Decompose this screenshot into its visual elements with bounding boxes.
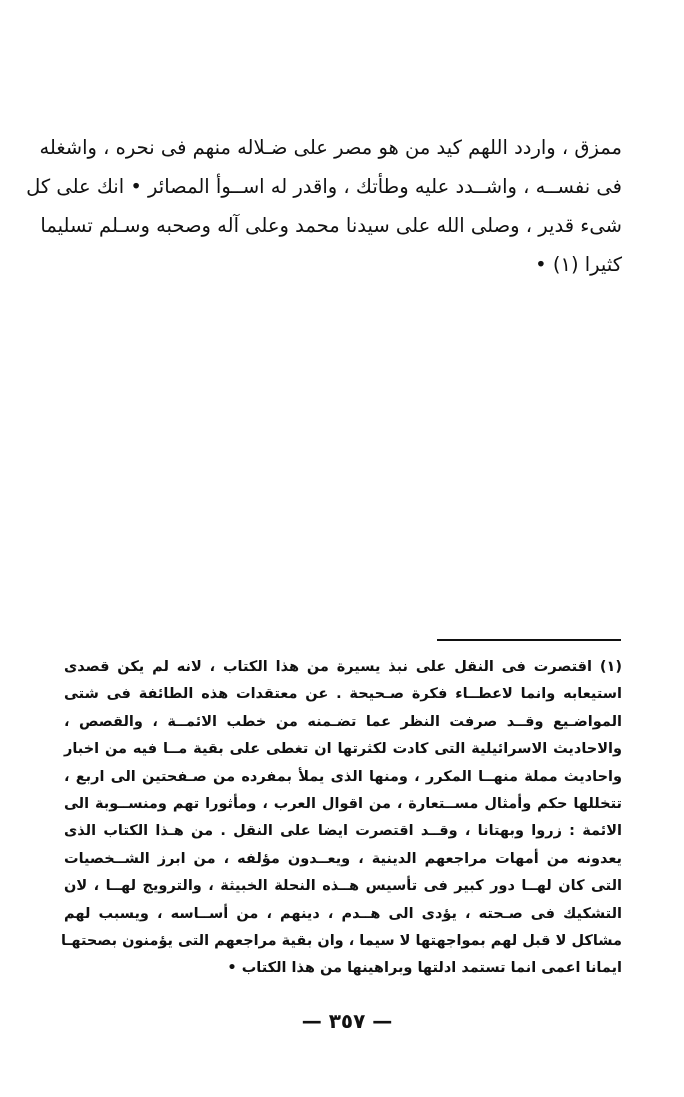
footnote-line: استيعابه وانما لاعطــاء فكرة صـحيحة . عن معتقدات هذه الطائفة فى شتى — [64, 686, 622, 703]
body-line: فى نفســه ، واشــدد عليه وطأتك ، واقدر له اســوأ المصائر • انك على كل — [26, 175, 622, 198]
footnote-line: الائمة : زروا وبهتانا ، وقــد اقتصرت ايضا على النقل . من هـذا الكتاب الذى — [64, 823, 622, 840]
footnote-line: مشاكل لا قبل لهم بمواجهتها لا سيما ، وان بقية مراجعهم التى يؤمنون بصحتهـا — [60, 933, 622, 950]
footnote-line: التشكيك فى صـحته ، يؤدى الى هــدم ، دينهم ، من أســاسه ، ويسبب لهم — [64, 905, 622, 922]
main-text-block — [26, 128, 622, 284]
footnote-line: (١) اقتصرت فى النقل على نبذ يسيرة من هذا الكتاب ، لانه لم يكن قصدى — [64, 659, 622, 675]
body-line: ممزق ، واردد اللهم كيد من هو مصر على ضـلاله منهم فى نحره ، واشغله — [39, 136, 622, 159]
page-number: — ٣٥٧ — — [301, 1009, 393, 1033]
footnote-separator — [437, 639, 621, 641]
footnote-line: تتخللها حكم وأمثال مســتعارة ، من اقوال العرب ، ومأثورا تهم ومنســوبة الى — [64, 796, 622, 813]
body-line: كثيرا (١) • — [535, 253, 622, 276]
footnote-line: التى كان لهــا دور كبير فى تأسيس هــذه النحلة الخبيثة ، والترويج لهــا ، لان — [64, 878, 622, 895]
footnote-line: والاحاديث الاسرائيلية التى كادت لكثرتها ان تغطى على بقية مــا فيه من اخبار — [64, 741, 622, 758]
footnote-block — [60, 654, 622, 983]
footnote-line: واحاديث مملة منهــا المكرر ، ومنها الذى يملأ بمفرده من صـفحتين الى اربع ، — [64, 768, 622, 785]
body-line: شىء قدير ، وصلى الله على سيدنا محمد وعلى آله وصحبه وسـلم تسليما — [40, 214, 622, 237]
footnote-line: يعدونه من أمهات مراجعهم الدينية ، ويعــدون مؤلفه ، من ابرز الشــخصيات — [64, 850, 622, 867]
footnote-line: ايمانا اعمى انما تستمد ادلتها وبراهينها من هذا الكتاب • — [227, 960, 622, 977]
footnote-line: المواضـيع وقــد صرفت النظر عما تضـمنه من خطب الائمــة ، والقصص ، — [64, 713, 622, 730]
